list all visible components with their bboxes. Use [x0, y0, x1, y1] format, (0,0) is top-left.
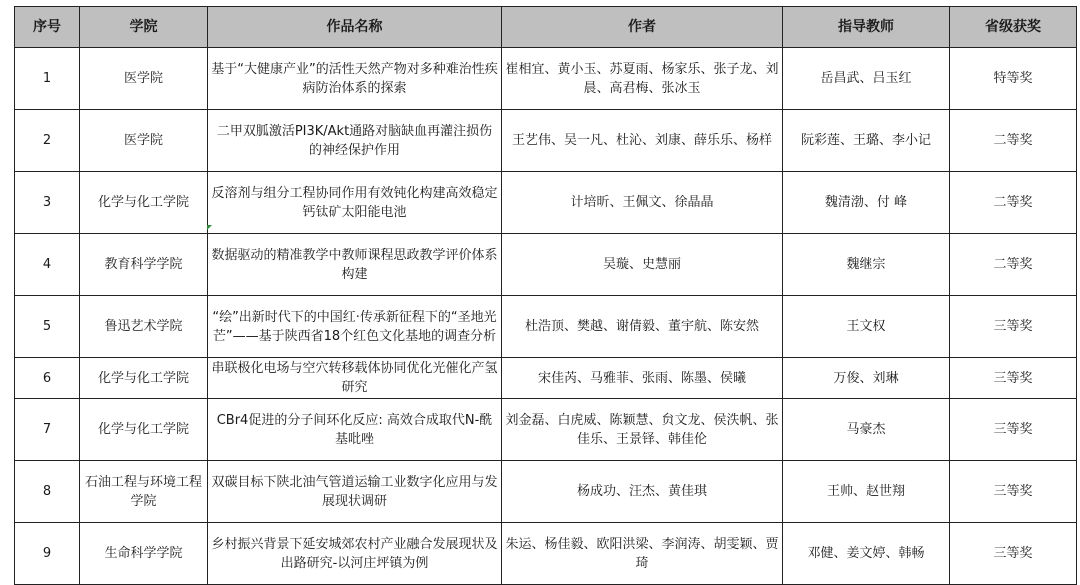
cell-index: 6 [15, 358, 80, 399]
cell-authors: 王艺伟、吴一凡、杜沁、刘康、薛乐乐、杨样 [502, 110, 783, 172]
header-authors: 作者 [502, 7, 783, 48]
cell-college: 化学与化工学院 [80, 172, 208, 234]
table-row [15, 172, 1077, 234]
cell-authors: 刘金磊、白虎威、陈颖慧、贠文龙、侯泆帆、张佳乐、王景铎、韩佳伦 [502, 399, 783, 461]
cell-college: 医学院 [80, 110, 208, 172]
cell-college: 生命科学学院 [80, 523, 208, 585]
cell-advisors: 魏继宗 [783, 234, 950, 296]
cell-award: 二等奖 [950, 172, 1077, 234]
cell-title: 双碳目标下陕北油气管道运输工业数字化应用与发展现状调研 [208, 461, 502, 523]
cell-college: 教育科学学院 [80, 234, 208, 296]
cell-college: 鲁迅艺术学院 [80, 296, 208, 358]
header-index: 序号 [15, 7, 80, 48]
cell-comment-marker [207, 225, 212, 230]
cell-index: 9 [15, 523, 80, 585]
table-row [15, 358, 1077, 399]
cell-advisors: 阮彩莲、王璐、李小记 [783, 110, 950, 172]
cell-title: 乡村振兴背景下延安城郊农村产业融合发展现状及出路研究-以河庄坪镇为例 [208, 523, 502, 585]
cell-authors: 宋佳芮、马雅菲、张雨、陈墨、侯曦 [502, 358, 783, 399]
cell-title: 数据驱动的精准教学中教师课程思政教学评价体系构建 [208, 234, 502, 296]
cell-award: 特等奖 [950, 48, 1077, 110]
table-row [15, 296, 1077, 358]
cell-index: 3 [15, 172, 80, 234]
table-row [15, 461, 1077, 523]
cell-title: 反溶剂与组分工程协同作用有效钝化构建高效稳定钙钛矿太阳能电池 [208, 172, 502, 234]
cell-title: “绘”出新时代下的中国红·传承新征程下的“圣地光芒”——基于陕西省18个红色文化基地的调查分析 [208, 296, 502, 358]
table-row [15, 48, 1077, 110]
cell-authors: 计培昕、王佩文、徐晶晶 [502, 172, 783, 234]
cell-advisors: 马豪杰 [783, 399, 950, 461]
cell-index: 1 [15, 48, 80, 110]
cell-index: 4 [15, 234, 80, 296]
cell-title: 二甲双胍激活PI3K/Akt通路对脑缺血再灌注损伤的神经保护作用 [208, 110, 502, 172]
header-college: 学院 [80, 7, 208, 48]
cell-authors: 吴璇、史慧丽 [502, 234, 783, 296]
cell-advisors: 王文权 [783, 296, 950, 358]
award-table [14, 6, 1077, 585]
header-row [15, 7, 1077, 48]
cell-college: 医学院 [80, 48, 208, 110]
cell-college: 化学与化工学院 [80, 399, 208, 461]
cell-college: 化学与化工学院 [80, 358, 208, 399]
cell-award: 二等奖 [950, 110, 1077, 172]
cell-award: 三等奖 [950, 523, 1077, 585]
cell-index: 2 [15, 110, 80, 172]
cell-advisors: 魏清渤、付 峰 [783, 172, 950, 234]
cell-index: 5 [15, 296, 80, 358]
cell-authors: 崔相宜、黄小玉、苏夏雨、杨家乐、张子龙、刘晨、高君梅、张冰玉 [502, 48, 783, 110]
header-advisors: 指导教师 [783, 7, 950, 48]
cell-award: 三等奖 [950, 358, 1077, 399]
cell-advisors: 邓健、姜文婷、韩畅 [783, 523, 950, 585]
cell-index: 8 [15, 461, 80, 523]
cell-advisors: 岳昌武、吕玉红 [783, 48, 950, 110]
cell-title: 串联极化电场与空穴转移载体协同优化光催化产氢研究 [208, 358, 502, 399]
cell-advisors: 王帅、赵世翔 [783, 461, 950, 523]
table-row [15, 523, 1077, 585]
table-row [15, 399, 1077, 461]
table-row [15, 234, 1077, 296]
cell-authors: 杨成功、汪杰、黄佳琪 [502, 461, 783, 523]
cell-award: 二等奖 [950, 234, 1077, 296]
cell-title: CBr4促进的分子间环化反应: 高效合成取代N-酰基吡唑 [208, 399, 502, 461]
cell-advisors: 万俊、刘琳 [783, 358, 950, 399]
cell-authors: 朱运、杨佳毅、欧阳洪梁、李润涛、胡雯颖、贾琦 [502, 523, 783, 585]
cell-award: 三等奖 [950, 399, 1077, 461]
header-title: 作品名称 [208, 7, 502, 48]
cell-title: 基于“大健康产业”的活性天然产物对多种难治性疾病防治体系的探索 [208, 48, 502, 110]
table-row [15, 110, 1077, 172]
cell-college: 石油工程与环境工程学院 [80, 461, 208, 523]
cell-authors: 杜浩顶、樊越、谢倩毅、董宇航、陈安然 [502, 296, 783, 358]
cell-index: 7 [15, 399, 80, 461]
cell-award: 三等奖 [950, 461, 1077, 523]
cell-award: 三等奖 [950, 296, 1077, 358]
header-award: 省级获奖 [950, 7, 1077, 48]
